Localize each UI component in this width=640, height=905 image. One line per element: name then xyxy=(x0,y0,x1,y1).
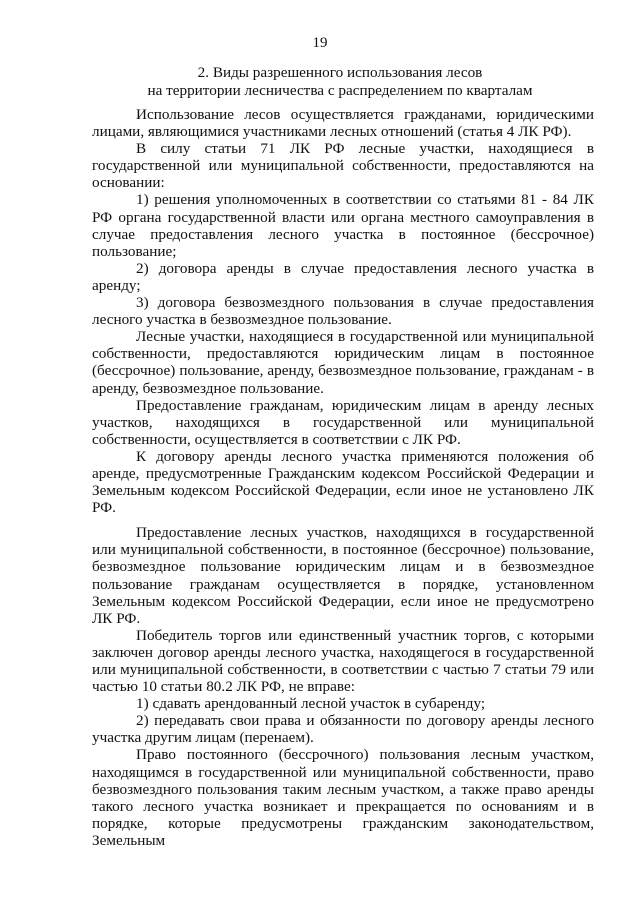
paragraph: 3) договора безвозмездного пользования в случае предоставления лесного участка в безвозмездное пользование. xyxy=(92,294,594,329)
paragraph: Предоставление лесных участков, находящихся в государственной или муниципальной собственности, в постоянное (бессрочное) пользование, безвозмездное пользование юридическим лицам и в безвозмездное пользование гражданам осуществляется в порядке, установленном Земельным кодексом Российской Федерации, если иное не предусмотрено ЛК РФ. xyxy=(92,524,594,627)
paragraph: Предоставление гражданам, юридическим лицам в аренду лесных участков, находящихся в государственной или муниципальной собственности, осуществляется в соответствии с ЛК РФ. xyxy=(92,396,594,448)
paragraph: 1) сдавать арендованный лесной участок в субаренду; xyxy=(136,695,486,713)
paragraph: В силу статьи 71 ЛК РФ лесные участки, находящиеся в государственной или муниципальной собственности, предоставляются на основании: xyxy=(92,140,594,192)
body-text xyxy=(92,106,594,849)
page-number: 19 xyxy=(312,35,328,51)
paragraph: 2) передавать свои права и обязанности по договору аренды лесного участка другим лицам (перенаем). xyxy=(92,712,594,747)
section-heading xyxy=(100,64,580,100)
section-heading-line-2: на территории лесничества с распределением по кварталам xyxy=(147,82,533,99)
paragraph: Победитель торгов или единственный участник торгов, с которыми заключен договор аренды лесного участка, находящегося в государственной или муниципальной собственности, в соответствии с частью 7 статьи 79 или частью 10 статьи 80.2 ЛК РФ, не вправе: xyxy=(92,626,594,696)
paragraph: Использование лесов осуществляется гражданами, юридическими лицами, являющимися участниками лесных отношений (статья 4 ЛК РФ). xyxy=(92,106,594,141)
paragraph: 2) договора аренды в случае предоставления лесного участка в аренду; xyxy=(92,259,594,294)
paragraph: К договору аренды лесного участка применяются положения об аренде, предусмотренные Гражданским кодексом Российской Федерации и Земельным кодексом Российской Федерации, если иное не установлено ЛК РФ. xyxy=(92,447,594,517)
paragraph: 1) решения уполномоченных в соответствии со статьями 81 - 84 ЛК РФ органа государственной власти или органа местного самоуправления в случае предоставления лесного участка в постоянное (бессрочное) пользование; xyxy=(92,191,594,260)
paragraph: Лесные участки, находящиеся в государственной или муниципальной собственности, предоставляются юридическим лицам в постоянное (бессрочное) пользование, аренду, безвозмездное пользование, гражданам - в аренду, безвозмездное пользование. xyxy=(92,328,594,397)
paragraph: Право постоянного (бессрочного) пользования лесным участком, находящимся в государственной или муниципальной собственности, право безвозмездного пользования таким лесным участком, а также право аренды такого лесного участка возникает и прекращается по основаниям и в порядке, которые предусмотрены гражданским законодательством, Земельным xyxy=(92,746,594,849)
section-heading-line-1: 2. Виды разрешенного использования лесов xyxy=(197,64,483,81)
